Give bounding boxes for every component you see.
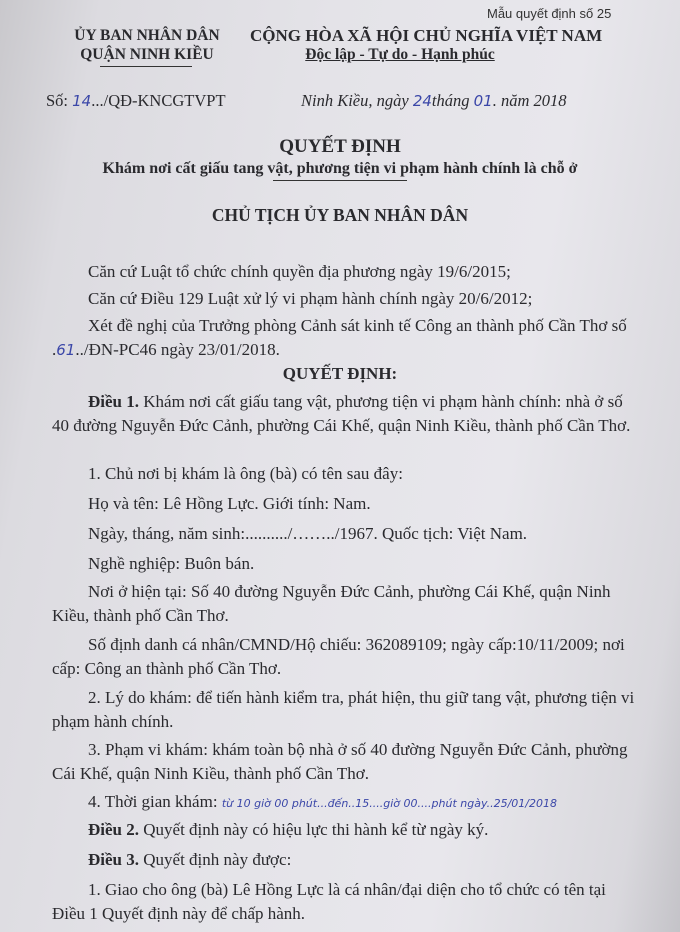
proposal: Xét đề nghị của Trưởng phòng Cảnh sát kinh tế Công an thành phố Cần Thơ số .61../ĐN-PC46 ngày 23/01/2018.: [52, 316, 627, 359]
issuer-title: CHỦ TỊCH ỦY BAN NHÂN DÂN: [211, 205, 469, 225]
place-date: Ninh Kiều, ngày 24tháng 01. năm 2018: [301, 91, 567, 110]
article-3-item-1: 1. Giao cho ông (bà) Lê Hồng Lực là cá nhân/đại diện cho tổ chức có tên tại Điều 1 Quyết định này để chấp hành.: [52, 880, 606, 923]
handwritten-day: 24: [412, 92, 432, 110]
form-number: Mẫu quyết định số 25: [487, 6, 612, 21]
article-2: Điều 2. Quyết định này có hiệu lực thi hành kể từ ngày ký.: [88, 820, 489, 839]
owner-name: Họ và tên: Lê Hồng Lực. Giới tính: Nam.: [88, 494, 371, 513]
owner-dob: Ngày, tháng, năm sinh:........../……../1967. Quốc tịch: Việt Nam.: [88, 524, 528, 543]
article-1-item-3: 3. Phạm vi khám: khám toàn bộ nhà ở số 40 đường Nguyễn Đức Cảnh, phường Cái Khế, quận Ninh Kiều, thành phố Cần Thơ.: [52, 740, 628, 783]
basis-1: Căn cứ Luật tổ chức chính quyền địa phương ngày 19/6/2015;: [88, 262, 511, 281]
document-title: QUYẾT ĐỊNH: [279, 136, 401, 157]
basis-2: Căn cứ Điều 129 Luật xử lý vi phạm hành chính ngày 20/6/2012;: [88, 289, 533, 308]
article-3: Điều 3. Quyết định này được:: [88, 850, 292, 869]
nation-motto: Độc lập - Tự do - Hạnh phúc: [305, 46, 495, 63]
agency-line-1: ỦY BAN NHÂN DÂN: [74, 27, 220, 44]
article-1-label: Điều 1.: [88, 392, 139, 411]
agency-header: [62, 26, 232, 64]
article-2-label: Điều 2.: [88, 820, 139, 839]
owner-occupation: Nghề nghiệp: Buôn bán.: [88, 554, 255, 573]
decision-number: Số: 14.../QĐ-KNCGTVPT: [46, 91, 226, 110]
agency-underline: [100, 66, 192, 67]
article-1-item-4: 4. Thời gian khám: từ 10 giờ 00 phút...đến..15....giờ 00....phút ngày..25/01/2018: [88, 792, 558, 811]
article-1: Điều 1. Khám nơi cất giấu tang vật, phương tiện vi phạm hành chính: nhà ở số 40 đường Nguyễn Đức Cảnh, phường Cái Khế, quận Ninh Kiều, thành phố Cần Thơ.: [52, 392, 631, 435]
handwritten-proposal-number: 61: [56, 341, 76, 359]
handwritten-number: 14: [72, 92, 92, 110]
handwritten-time: từ 10 giờ 00 phút...đến..15....giờ 00....phút ngày..25/01/2018: [221, 797, 558, 810]
agency-line-2: QUẬN NINH KIỀU: [80, 46, 214, 63]
owner-residence: Nơi ở hiện tại: Số 40 đường Nguyễn Đức Cảnh, phường Cái Khế, quận Ninh Kiều, thành phố Cần Thơ.: [52, 582, 611, 625]
decides-heading: QUYẾT ĐỊNH:: [282, 364, 398, 383]
article-3-label: Điều 3.: [88, 850, 139, 869]
article-1-item-1: 1. Chủ nơi bị khám là ông (bà) có tên sau đây:: [88, 464, 403, 483]
handwritten-month: 01: [473, 92, 493, 110]
article-1-item-2: 2. Lý do khám: để tiến hành kiểm tra, phát hiện, thu giữ tang vật, phương tiện vi phạm hành chính.: [52, 688, 635, 731]
owner-id: Số định danh cá nhân/CMND/Hộ chiếu: 362089109; ngày cấp:10/11/2009; nơi cấp: Công an thành phố Cần Thơ.: [52, 635, 625, 678]
nation-line-1: CỘNG HÒA XÃ HỘI CHỦ NGHĨA VIỆT NAM: [250, 26, 603, 45]
national-header: [250, 26, 603, 64]
document-subtitle: Khám nơi cất giấu tang vật, phương tiện vi phạm hành chính là chỗ ở: [102, 160, 578, 177]
subtitle-underline: [273, 180, 407, 181]
